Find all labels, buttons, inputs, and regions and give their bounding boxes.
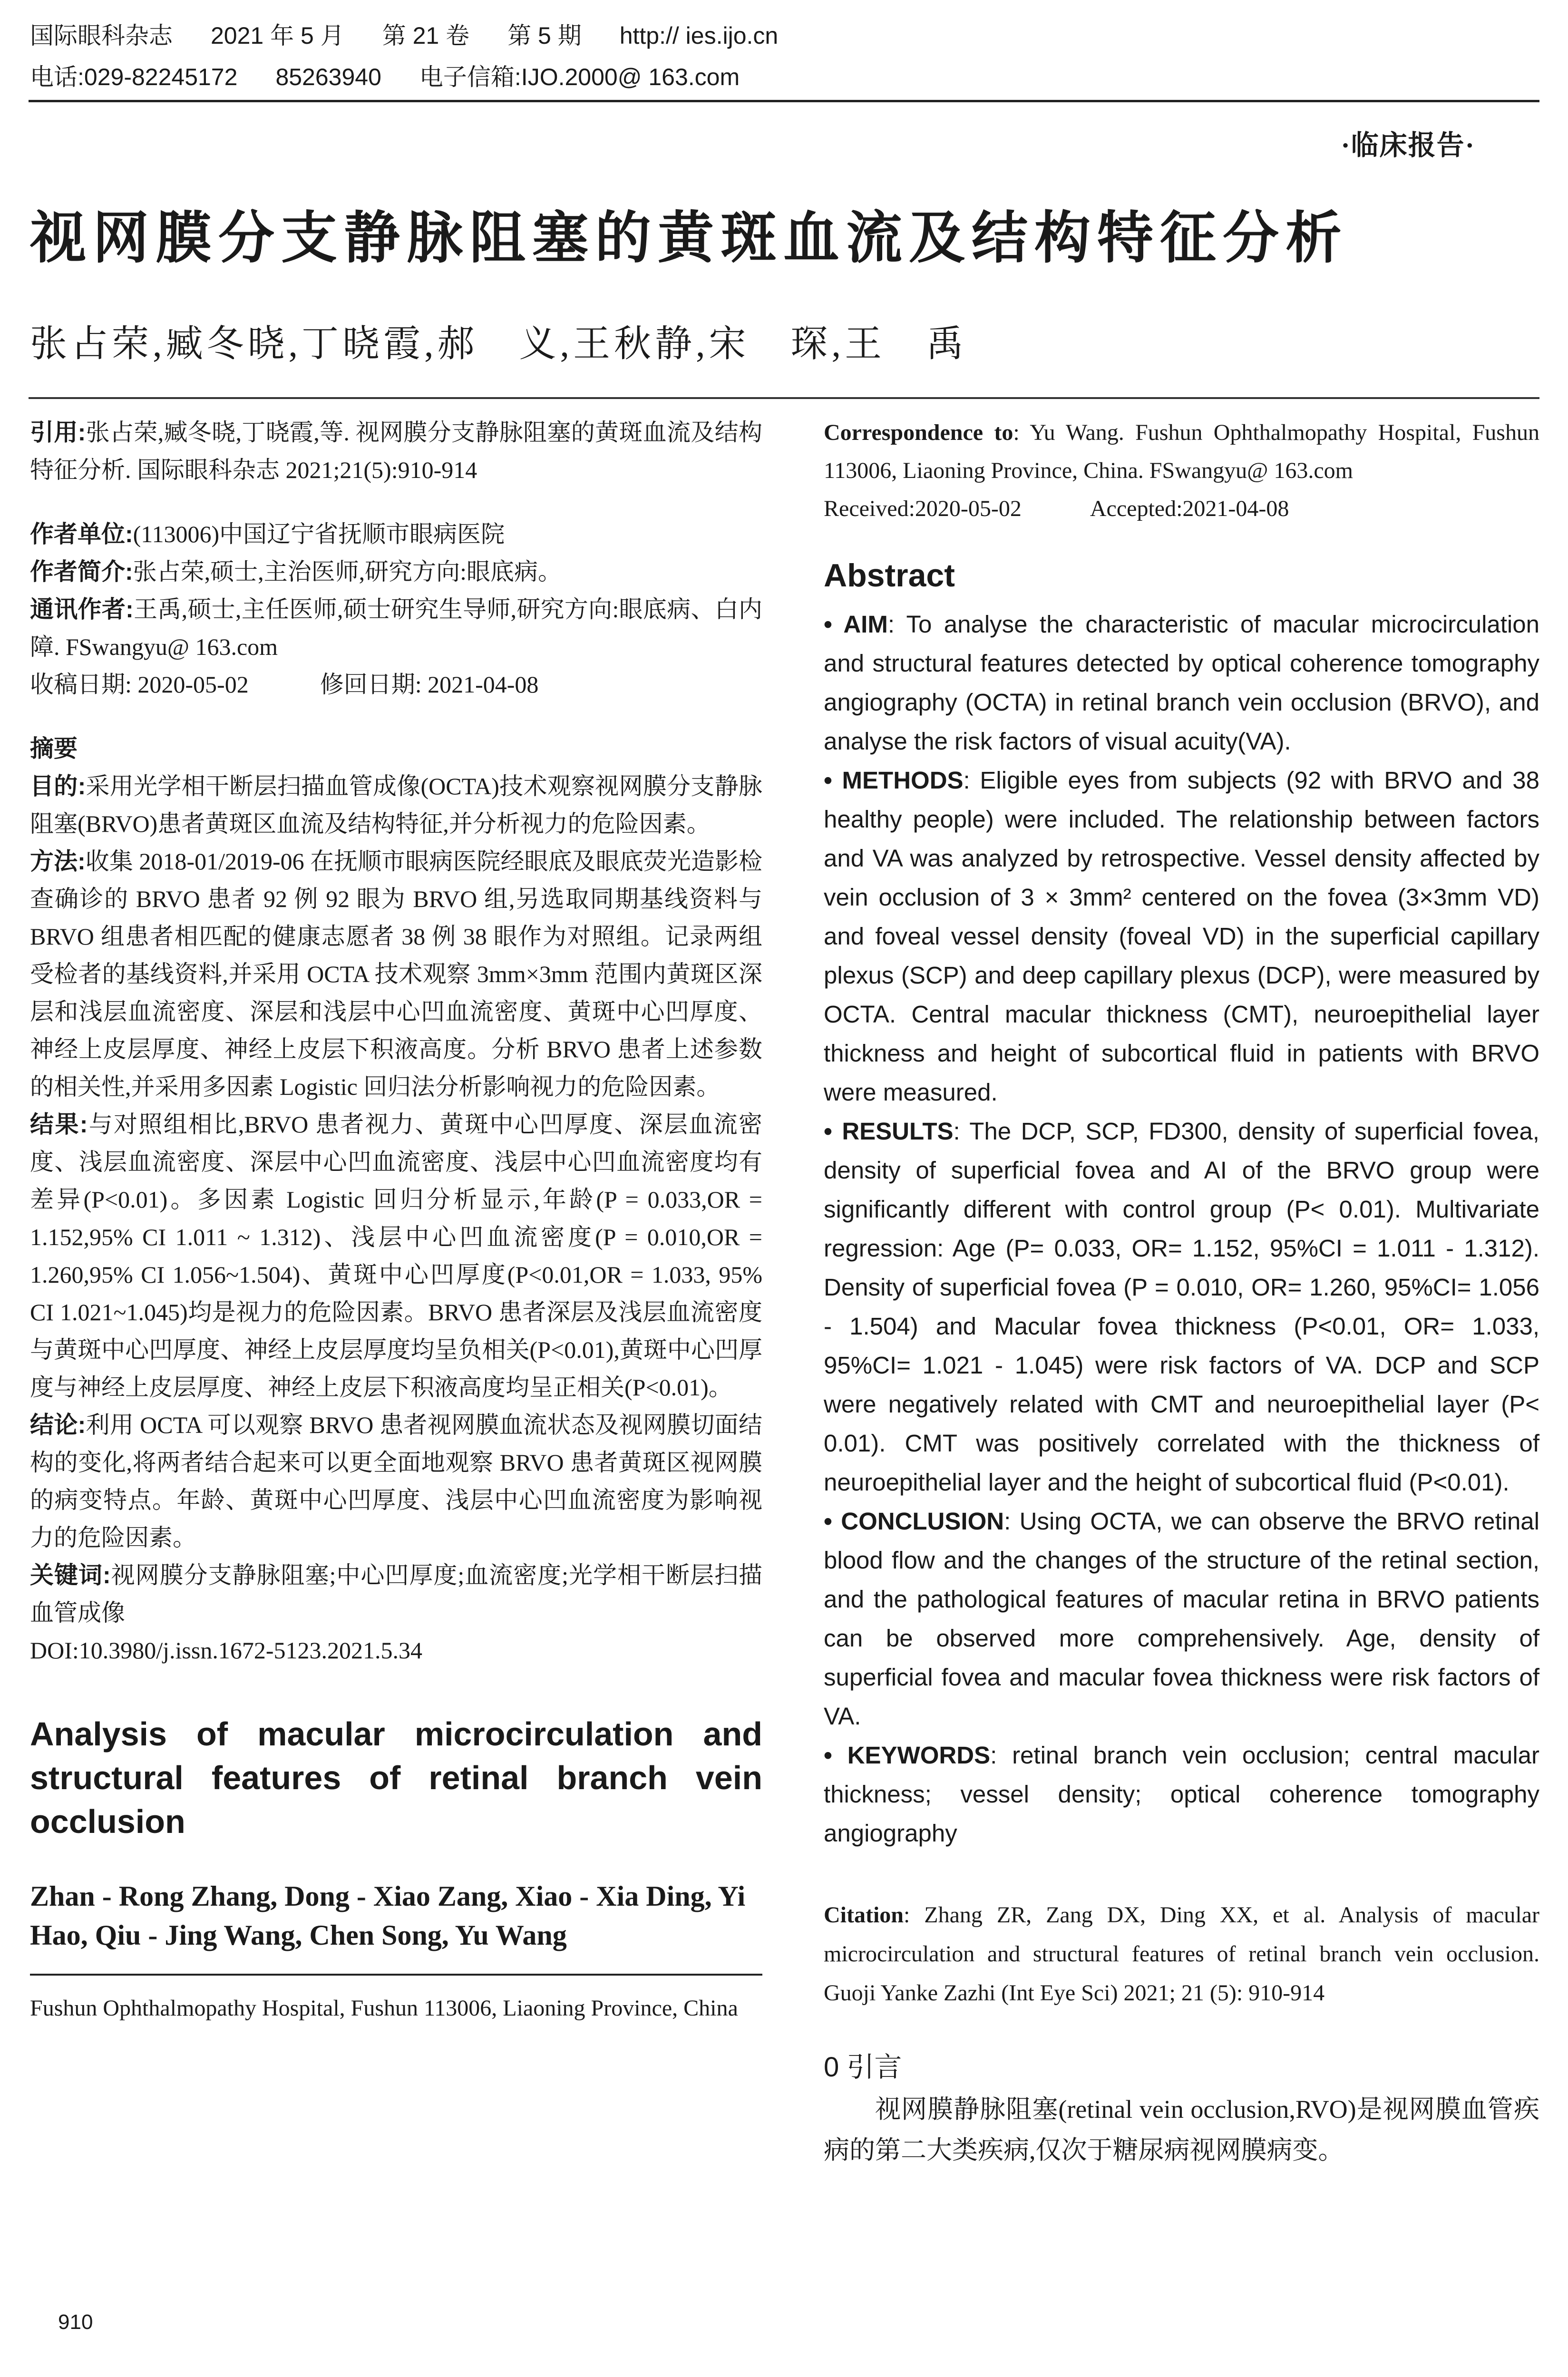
keywords-cn <box>30 1557 762 1632</box>
result-cn <box>30 1106 762 1406</box>
citation-cn <box>30 414 762 489</box>
keywords-cn-text: 视网膜分支静脉阻塞;中心凹厚度;血流密度;光学相干断层扫描血管成像 <box>30 1562 762 1626</box>
article-authors: 张占荣,臧冬晓,丁晓霞,郝 义,王秋静,宋 琛,王 禹 <box>30 323 968 364</box>
keywords-en-text: : retinal branch vein occlusion; central macular thickness; vessel density; optical coherence tomography angiography <box>824 1742 1539 1847</box>
result-cn-label: 结果: <box>30 1111 88 1138</box>
abstract-cn-heading: 摘要 <box>30 735 78 762</box>
author-unit-label: 作者单位: <box>30 521 133 547</box>
intro-paragraph: 视网膜静脉阻塞(retinal vein occlusion,RVO)是视网膜血管疾病的第二大类疾病,仅次于糖尿病视网膜病变。 <box>824 2095 1539 2164</box>
citation-en-label: Citation <box>824 1902 904 1928</box>
method-cn <box>30 843 762 1106</box>
intro-heading: 0 引言 <box>824 2052 902 2083</box>
corresponding-author-text: 王禹,硕士,主任医师,硕士研究生导师,研究方向:眼底病、白内障. FSwangyu@ 163.com <box>30 596 762 660</box>
issue: 第 5 期 <box>507 22 582 49</box>
author-unit-text: (113006)中国辽宁省抚顺市眼病医院 <box>133 521 505 547</box>
keywords-en-label: • KEYWORDS <box>824 1742 991 1769</box>
left-column <box>30 414 762 2027</box>
aim-cn <box>30 768 762 843</box>
citation-cn-label: 引用: <box>30 419 86 446</box>
method-cn-label: 方法: <box>30 848 86 875</box>
conclusion-cn-text: 利用 OCTA 可以观察 BRVO 患者视网膜血流状态及视网膜切面结构的变化,将两者结合起来可以更全面地观察 BRVO 患者黄斑区视网膜的病变特点。年龄、黄斑中心凹厚度、浅层中心凹血流密度为影响视力的危险因素。 <box>30 1412 762 1551</box>
received-accepted: Received:2020-05-02 Accepted:2021-04-08 <box>824 496 1289 521</box>
phone: 电话:029-82245172 <box>30 64 238 90</box>
results-en-text: : The DCP, SCP, FD300, density of superficial fovea, density of superficial fovea and AI of the BRVO group were significantly different with control group (P< 0.01). Multivariate regression: Age (P= 0.033, OR= 1.152, 95%CI = 1.011 - 1.312). Density of superficial fovea (P = 0.010, OR= 1.260, 95%CI= 1.056 - 1.504) and Macular fovea thickness (P<0.01, OR= 1.033, 95%CI= 1.021 - 1.045) were risk factors of VA. DCP and SCP were negatively related with CMT and neuroepithelial layer (P< 0.01). CMT was positively correlated with the thickness of neuroepithelial layer and the height of subcortical fluid (P<0.01). <box>824 1118 1539 1496</box>
method-cn-text: 收集 2018-01/2019-06 在抚顺市眼病医院经眼底及眼底荧光造影检查确诊的 BRVO 患者 92 例 92 眼为 BRVO 组,另选取同期基线资料与 BRVO 组患者相匹配的健康志愿者 38 例 38 眼作为对照组。记录两组受检者的基线资料,并采用 OCTA 技术观察 3mm×3mm 范围内黄斑区深层和浅层血流密度、深层和浅层中心凹血流密度、黄斑中心凹厚度、神经上皮层厚度、神经上皮层下积液高度。分析 BRVO 患者上述参数的相关性,并采用多因素 Logistic 回归法分析影响视力的危险因素。 <box>30 848 762 1100</box>
author-bio-label: 作者简介: <box>30 558 133 585</box>
methods-en-label: • METHODS <box>824 767 964 794</box>
right-column <box>824 414 1539 2171</box>
author-bio <box>30 553 762 591</box>
english-title: Analysis of macular microcirculation and structural features of retinal branch vein occlusion <box>30 1715 762 1840</box>
correspondence-en-label: Correspondence to <box>824 420 1013 445</box>
correspondence-en-text: : Yu Wang. Fushun Ophthalmopathy Hospital, Fushun 113006, Liaoning Province, China. FSwangyu@ 163.com <box>824 420 1539 483</box>
header-rule <box>29 100 1539 102</box>
email[interactable]: 电子信箱:IJO.2000@ 163.com <box>419 64 740 90</box>
results-en <box>824 1112 1539 1502</box>
affiliation-rule <box>30 1974 762 1976</box>
citation-en-text: : Zhang ZR, Zang DX, Ding XX, et al. Analysis of macular microcirculation and structural features of retinal branch vein occlusion. Guoji Yanke Zazhi (Int Eye Sci) 2021; 21 (5): 910-914 <box>824 1902 1539 2006</box>
aim-cn-text: 采用光学相干断层扫描血管成像(OCTA)技术观察视网膜分支静脉阻塞(BRVO)患者黄斑区血流及结构特征,并分析视力的危险因素。 <box>30 773 762 837</box>
journal-header-line-1 <box>30 21 816 50</box>
conclusion-en-label: • CONCLUSION <box>824 1508 1004 1535</box>
issue-date: 2021 年 5 月 <box>211 22 344 49</box>
journal-header-line-2 <box>30 63 778 91</box>
aim-cn-label: 目的: <box>30 773 86 799</box>
conclusion-en-text: : Using OCTA, we can observe the BRVO retinal blood flow and the changes of the structure of the retinal section, and the pathological features of macular retina in BRVO patients can be observed more comprehensively. Age, density of superficial fovea and macular fovea thickness were risk factors of VA. <box>824 1508 1540 1730</box>
page-number: 910 <box>58 2310 93 2334</box>
dates-cn: 收稿日期: 2020-05-02 修回日期: 2021-04-08 <box>30 671 539 698</box>
keywords-cn-label: 关键词: <box>30 1562 111 1588</box>
citation-en <box>824 1896 1539 2013</box>
results-en-label: • RESULTS <box>824 1118 954 1145</box>
methods-en <box>824 761 1539 1112</box>
corresponding-author-label: 通讯作者: <box>30 596 134 623</box>
corresponding-author <box>30 591 762 666</box>
correspondence-en <box>824 414 1539 490</box>
author-unit <box>30 516 762 553</box>
title-rule <box>29 397 1539 399</box>
conclusion-en <box>824 1502 1539 1736</box>
english-authors: Zhan - Rong Zhang, Dong - Xiao Zang, Xiao - Xia Ding, Yi Hao, Qiu - Jing Wang, Chen Song, Yu Wang <box>30 1880 746 1951</box>
conclusion-cn-label: 结论: <box>30 1412 86 1438</box>
article-title: 视网膜分支静脉阻塞的黄斑血流及结构特征分析 <box>30 207 1349 270</box>
conclusion-cn <box>30 1406 762 1557</box>
citation-cn-text: 张占荣,臧冬晓,丁晓霞,等. 视网膜分支静脉阻塞的黄斑血流及结构特征分析. 国际眼科杂志 2021;21(5):910-914 <box>30 419 762 483</box>
result-cn-text: 与对照组相比,BRVO 患者视力、黄斑中心凹厚度、深层血流密度、浅层血流密度、深层中心凹血流密度、浅层中心凹血流密度均有差异(P<0.01)。多因素 Logistic 回归分析显示,年龄(P = 0.033,OR = 1.152,95% CI 1.011 ~ 1.312)、浅层中心凹血流密度(P = 0.010,OR = 1.260,95% CI 1.056~1.504)、黄斑中心凹厚度(P<0.01,OR = 1.033, 95% CI 1.021~1.045)均是视力的危险因素。BRVO 患者深层及浅层血流密度与黄斑中心凹厚度、神经上皮层厚度均呈负相关(P<0.01),黄斑中心凹厚度与神经上皮层厚度、神经上皮层下积液高度均呈正相关(P<0.01)。 <box>30 1111 762 1401</box>
volume: 第 21 卷 <box>382 22 470 49</box>
phone-2: 85263940 <box>275 64 381 90</box>
doi[interactable]: DOI:10.3980/j.issn.1672-5123.2021.5.34 <box>30 1637 422 1664</box>
methods-en-text: : Eligible eyes from subjects (92 with BRVO and 38 healthy people) were included. The relationship between factors and VA was analyzed by retrospective. Vessel density affected by vein occlusion of 3 × 3mm² centered on the fovea (3×3mm VD) and foveal vessel density (foveal VD) in the superficial capillary plexus (SCP) and deep capillary plexus (DCP), were measured by OCTA. Central macular thickness (CMT), neuroepithelial layer thickness and height of subcortical fluid in patients with BRVO were measured. <box>824 767 1539 1106</box>
author-bio-text: 张占荣,硕士,主治医师,研究方向:眼底病。 <box>133 558 562 585</box>
journal-url[interactable]: http:// ies.ijo.cn <box>619 22 779 49</box>
keywords-en <box>824 1736 1539 1853</box>
english-affiliation: Fushun Ophthalmopathy Hospital, Fushun 113006, Liaoning Province, China <box>30 1996 738 2021</box>
aim-en <box>824 605 1539 761</box>
aim-en-text: : To analyse the characteristic of macular microcirculation and structural features detected by optical coherence tomography angiography (OCTA) in retinal branch vein occlusion (BRVO), and analyse the risk factors of visual acuity(VA). <box>824 611 1539 755</box>
abstract-heading: Abstract <box>824 557 955 594</box>
section-tag: ·临床报告· <box>1341 130 1475 161</box>
aim-en-label: • AIM <box>824 611 888 638</box>
journal-name: 国际眼科杂志 <box>30 22 173 49</box>
